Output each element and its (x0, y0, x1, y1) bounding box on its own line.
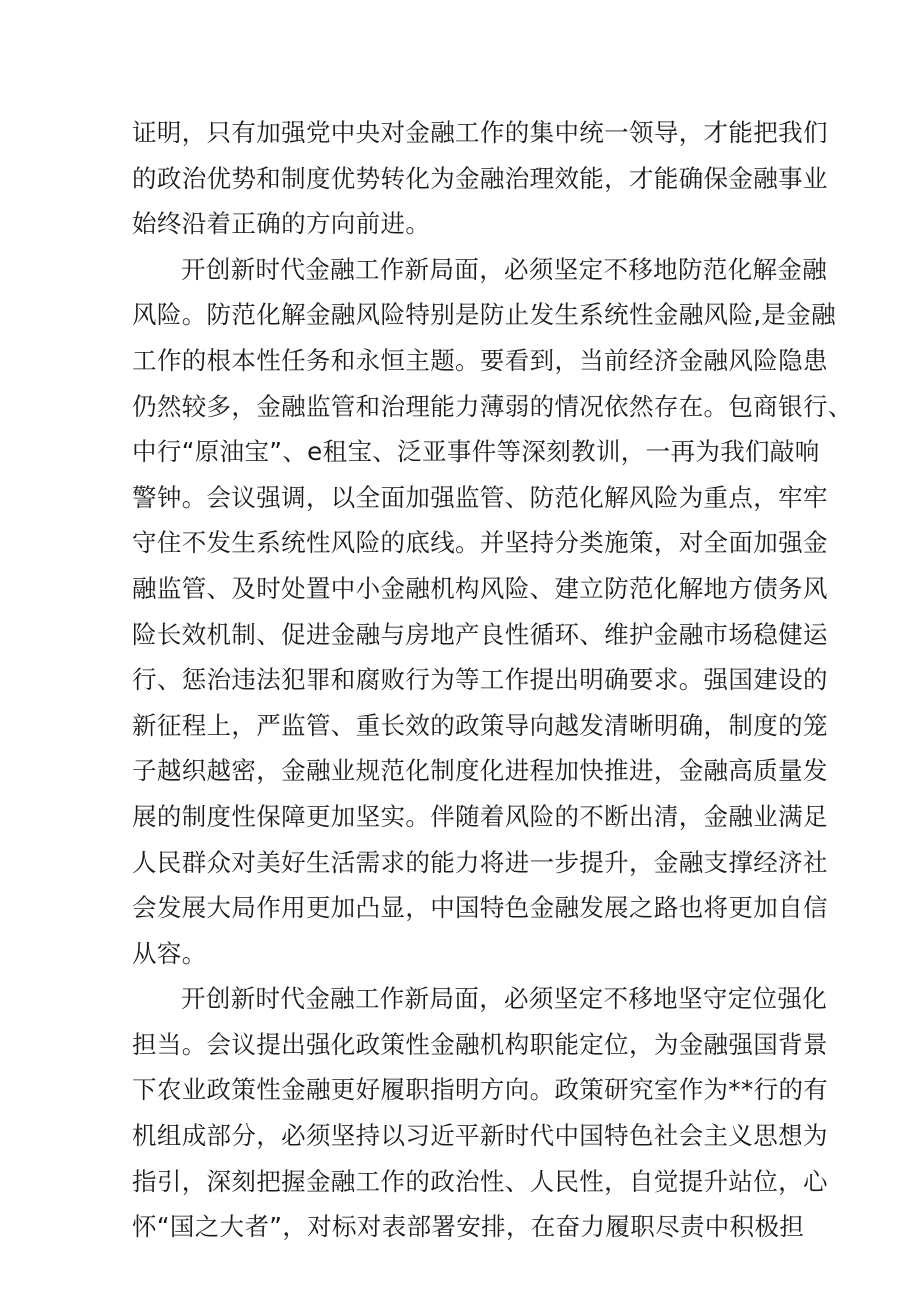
text-line: 证明，只有加强党中央对金融工作的集中统一领导，才能把我们 (132, 118, 828, 147)
text-line: 展的制度性保障更加坚实。伴随着风险的不断出清，金融业满足 (132, 801, 828, 831)
text-line: 机组成部分，必须坚持以习近平新时代中国特色社会主义思想为 (132, 1121, 828, 1151)
paragraph (132, 976, 829, 1250)
text-line: 开创新时代金融工作新局面，必须坚定不移地坚守定位强化 (181, 984, 828, 1014)
text-line: 守住不发生系统性风险的底线。并坚持分类施策，对全面加强金 (132, 528, 828, 558)
text-line: 仍然较多，金融监管和治理能力薄弱的情况依然存在。包商银行、 (132, 391, 853, 421)
text-line: 会发展大局作用更加凸显，中国特色金融发展之路也将更加自信 (132, 893, 828, 923)
text-line: 子越织越密，金融业规范化制度化进程加快推进，金融高质量发 (132, 756, 828, 786)
text-line: 中行“原油宝”、e租宝、泛亚事件等深刻教训，一再为我们敲响 (132, 437, 820, 467)
text-line: 人民群众对美好生活需求的能力将进一步提升，金融支撑经济社 (132, 847, 828, 877)
text-line: 的政治优势和制度优势转化为金融治理效能，才能确保金融事业 (132, 163, 828, 193)
text-line: 新征程上，严监管、重长效的政策导向越发清晰明确，制度的笼 (132, 710, 828, 740)
text-line: 从容。 (132, 938, 207, 968)
text-line: 险长效机制、促进金融与房地产良性循环、维护金融市场稳健运 (132, 619, 828, 649)
text-line: 开创新时代金融工作新局面，必须坚定不移地防范化解金融 (181, 254, 828, 284)
paragraph (132, 110, 828, 247)
text-line: 风险。防范化解金融风险特别是防止发生系统性金融风险,是金融 (132, 300, 836, 330)
text-line: 怀“国之大者”，对标对表部署安排，在奋力履职尽责中积极担 (132, 1212, 805, 1242)
text-line: 工作的根本性任务和永恒主题。要看到，当前经济金融风险隐患 (132, 345, 828, 375)
text-line: 始终沿着正确的方向前进。 (132, 209, 431, 239)
text-line: 行、惩治违法犯罪和腐败行为等工作提出明确要求。强国建设的 (132, 665, 828, 695)
text-line: 警钟。会议强调，以全面加强监管、防范化解风险为重点，牢牢 (132, 482, 828, 512)
text-line: 指引，深刻把握金融工作的政治性、人民性，自觉提升站位，心 (132, 1166, 828, 1196)
text-line: 下农业政策性金融更好履职指明方向。政策研究室作为**行的有 (132, 1075, 829, 1105)
text-line: 融监管、及时处置中小金融机构风险、建立防范化解地方债务风 (132, 573, 828, 603)
paragraph (132, 247, 853, 977)
text-line: 担当。会议提出强化政策性金融机构职能定位，为金融强国背景 (132, 1029, 828, 1059)
document-body (132, 110, 853, 1250)
